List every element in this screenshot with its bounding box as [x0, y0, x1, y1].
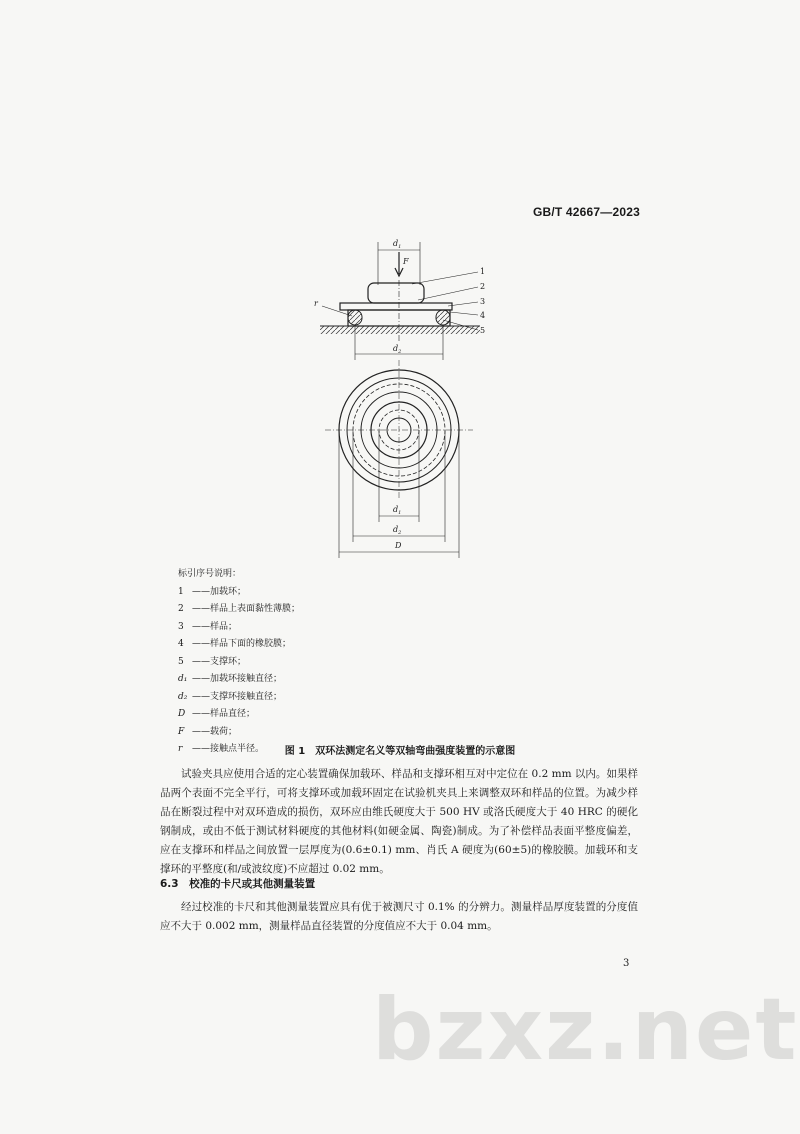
legend-item: 4 ——样品下面的橡胶膜；: [178, 639, 292, 649]
legend-item: 5 ——支撑环；: [178, 656, 247, 667]
callout-4: 4: [480, 311, 486, 320]
legend-item: 3 ——样品；: [178, 621, 238, 632]
callout-5: 5: [480, 326, 486, 335]
legend-item: 1 ——加载环；: [178, 586, 247, 597]
label-F: F: [403, 257, 409, 266]
figure-caption: 图 1 双环法测定名义等双轴弯曲强度装置的示意图: [284, 746, 516, 757]
callout-leader-4: [450, 312, 478, 315]
callout-leader-2: [418, 287, 478, 300]
specimen: [340, 303, 452, 310]
force-arrow: [395, 252, 403, 276]
label-r: r: [314, 299, 318, 308]
legend-item: D ——样品直径；: [178, 709, 256, 719]
legend-item: 2 ——样品上表面黏性薄膜；: [178, 604, 301, 614]
figure-legend: [178, 566, 300, 759]
body-paragraph-2: 经过校准的卡尺和其他测量装置应具有优于被测尺寸 0.1% 的分辨力。测量样品厚度装置的分度值应不大于 0.002 mm，测量样品直径装置的分度值应不大于 0.04 mm。: [160, 901, 638, 932]
standard-code: GB/T 42667—2023: [532, 205, 640, 219]
legend-title: 标引序号说明：: [178, 569, 242, 579]
label-d2-side: $d_2$: [393, 344, 402, 355]
base-hatch: [320, 326, 480, 334]
legend-item: r ——接触点半径。: [178, 744, 265, 754]
callout-3: 3: [480, 297, 486, 306]
support-ring-left-contact: [348, 310, 362, 325]
section-heading: 6.3 校准的卡尺或其他测量装置: [160, 878, 316, 890]
label-d1-side: $d_1$: [393, 239, 402, 250]
label-d1-top: $d_1$: [393, 505, 402, 516]
double-ring-apparatus-diagram: [300, 230, 500, 560]
legend-item: d₁ ——加载环接触直径；: [178, 674, 283, 684]
watermark: bzxz.net: [372, 980, 799, 1080]
body-paragraph-1: 试验夹具应使用合适的定心装置确保加载环、样品和支撑环相互对中定位在 0.2 mm 以内。如果样品两个表面不完全平行，可将支撑环或加载环固定在试验机夹具上来调整双环和样品的位置。为减少样品在断裂过程中对双环造成的损伤，双环应由维氏硬度大于 500 HV 或洛氏硬度大于 40 HRC 的硬化钢制成，或由不低于测试材料硬度的其他材料(如硬金属、陶瓷)制成。为了补偿样品表面平整度偏差，应在支撑环和样品之间放置一层厚度为(0.6±0.1) mm、肖氏 A 硬度为(60±5)的橡胶膜。加载环和支撑环的平整度(和/或波纹度)不应超过 0.02 mm。: [160, 768, 638, 875]
page-number: 3: [623, 958, 630, 969]
legend-item: F ——载荷；: [178, 726, 238, 737]
label-D-top: D: [395, 541, 402, 550]
support-ring-right-contact: [436, 310, 450, 325]
callout-leader-1: [412, 272, 478, 284]
callout-2: 2: [480, 282, 486, 291]
loading-ring: [368, 283, 424, 303]
legend-item: d₂ ——支撑环接触直径；: [178, 691, 283, 702]
callout-1: 1: [480, 267, 486, 276]
label-d2-top: $d_2$: [393, 525, 402, 536]
